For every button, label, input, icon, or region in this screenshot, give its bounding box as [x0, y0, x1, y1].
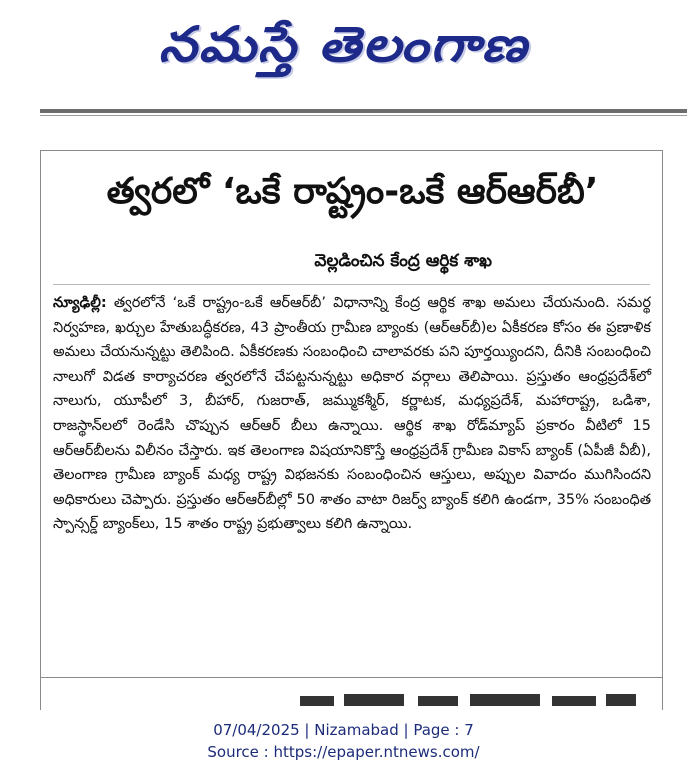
masthead [0, 0, 687, 100]
article-body [53, 291, 651, 537]
cropped-next-article [300, 692, 640, 706]
edition-info: 07/04/2025 | Nizamabad | Page : 7 [213, 721, 474, 739]
newspaper-logo: నమస్తే తెలంగాణ [158, 15, 529, 73]
article-clipping [40, 150, 663, 710]
article-body-text: త్వరలోనే ‘ఒకే రాష్ట్రం-ఒకే ఆర్‌ఆర్‌బీ’ విధానాన్ని కేంద్ర ఆర్థిక శాఖ అమలు చేయనుంది. సమర్థ నిర్వహణ, ఖర్చుల హేతుబద్ధీకరణ, 43 ప్రాంతీయ గ్రామీణ బ్యాంకు (ఆర్‌ఆర్‌బీ)ల ఏకీకరణ కోసం ఈ ప్రణాళిక అమలు చేయనున్నట్టు తెలిపింది. ఏకీకరణకు సంబంధించి చాలావరకు పని పూర్తయ్యిందని, దీనికి సంబంధించి నాలుగో విడత కార్యాచరణ త్వరలోనే చేపట్టనున్నట్టు అధికార వర్గాలు తెలిపాయి. ప్రస్తుతం ఆంధ్రప్రదేశ్‌లో నాలుగు, యూపీలో 3, బీహార్, గుజరాత్, జమ్ముకశ్మీర్, కర్ణాటక, మధ్యప్రదేశ్, మహారాష్ట్ర, ఒడిశా, రాజస్థాన్‌లలో రెండేసి చొప్పున ఆర్‌ఆర్ బీలు ఉన్నాయి. ఆర్థిక శాఖ రోడ్‌మ్యాప్ ప్రకారం వీటిలో 15 ఆర్‌ఆర్‌బీలను విలీనం చేస్తారు. ఇక తెలంగాణ విషయానికొస్తే ఆంధ్రప్రదేశ్ గ్రామీణ వికాస్ బ్యాంక్ (ఏపీజీ వీబీ), తెలంగాణ గ్రామీణ బ్యాంక్ మధ్య రాష్ట్ర విభజనకు సంబంధించిన ఆస్తులు, అప్పుల వివాదం ముగిసిందని అధికారులు చెప్పారు. ప్రస్తుతం ఆర్‌ఆర్‌బీల్లో 50 శాతం వాటా రిజర్వ్ బ్యాంక్ కలిగి ఉండగా, 35% సంబంధిత స్పాన్సర్డ్ బ్యాంక్‌లు, 15 శాతం రాష్ట్ర ప్రభుత్వాలు కలిగి ఉన్నాయి. [53, 295, 651, 533]
article-subheadline: వెల్లడించిన కేంద్ర ఆర్థిక శాఖ [314, 251, 492, 271]
source-link[interactable]: Source : https://epaper.ntnews.com/ [207, 743, 480, 761]
cropped-text-glyphs [300, 692, 640, 706]
page-footer [0, 719, 687, 763]
masthead-rule-thin [40, 115, 687, 116]
article-dateline: న్యూఢిల్లీ: [53, 295, 107, 311]
article-bottom-rule [40, 677, 663, 678]
divider [53, 284, 650, 285]
masthead-rule [40, 109, 687, 113]
article-headline: త్వరలో ‘ఒకే రాష్ట్రం-ఒకే ఆర్‌ఆర్‌బీ’ [106, 171, 599, 212]
